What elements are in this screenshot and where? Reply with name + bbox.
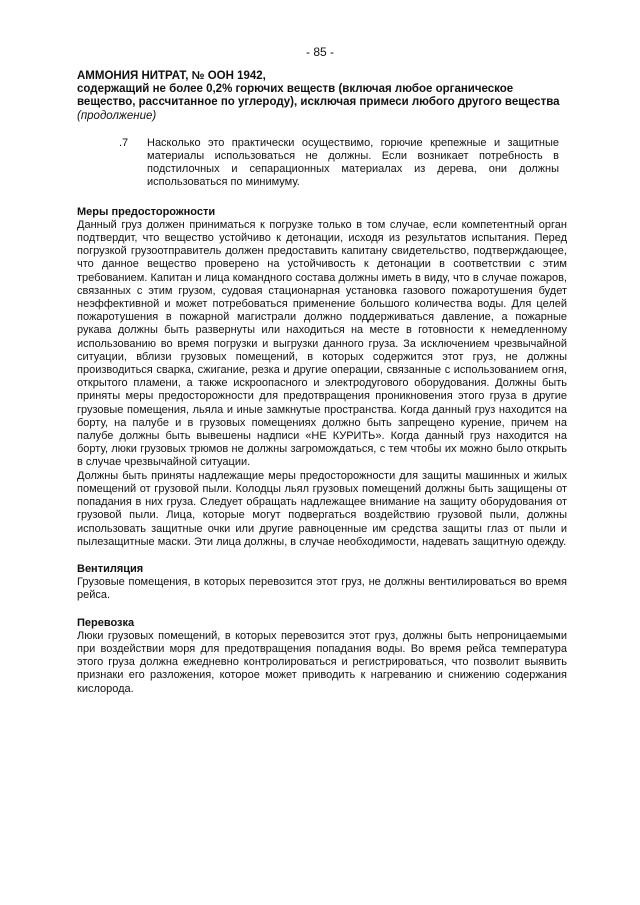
- numbered-item-7: [77, 137, 567, 190]
- page-content: [77, 70, 567, 696]
- ventilation-heading: Вентиляция: [77, 562, 144, 575]
- document-title: АММОНИЯ НИТРАТ, № ООН 1942,: [77, 70, 266, 82]
- item-number: .7: [119, 136, 129, 149]
- document-subtitle: [77, 83, 567, 123]
- carriage-heading: Перевозка: [77, 616, 135, 629]
- precautions-paragraph-2: Должны быть приняты надлежащие меры предосторожности для защиты машинных и жилых помещений от грузовой пыли. Колодцы льял грузовых помещений должны быть защищены от попадания в них груза. Следует обращать надлежащее внимание на защиту оборудования от грузовой пыли. Лица, которые могут подвергаться воздействию грузовой пыли, должны использовать защитные очки или другие равноценные им средства защиты глаз от пыли и пылезащитные маски. Эти лица должны, в случае необходимости, надевать защитную одежду.: [77, 469, 567, 548]
- subtitle-text: содержащий не более 0,2% горючих веществ (включая любое органическое вещество, рассчитанное по углероду), исключая примеси любого другого вещества: [77, 83, 560, 109]
- carriage-text: Люки грузовых помещений, в которых перевозится этот груз, должны быть непроницаемыми при воздействии моря для предотвращения попадания воды. Во время рейса температура этого груза должна ежедневно контролироваться и регистрироваться, что позволит выявить признаки его разложения, которое может приводить к нагреванию и снижению содержания кислорода.: [77, 629, 567, 695]
- page-number: - 85 -: [305, 45, 334, 59]
- ventilation-text: Грузовые помещения, в которых перевозится этот груз, не должны вентилироваться во время рейса.: [77, 576, 567, 602]
- continuation-note: (продолжение): [77, 109, 157, 122]
- precautions-paragraph-1: Данный груз должен приниматься к погрузке только в том случае, если компетентный орган подтвердит, что вещество устойчиво к детонации, исходя из результатов испытания. Перед погрузкой грузоотправитель должен предоставить капитану свидетельство, подтверждающее, что данное вещество проверено на устойчивость к детонации в соответствии с этим требованием. Капитан и лица командного состава должны иметь в виду, что в случае пожаров, связанных с этим грузом, судовая стационарная установка газового пожаротушения будет неэффективной и может потребоваться применение большого количества воды. Для целей пожаротушения в пожарной магистрали должно поддерживаться давление, а пожарные рукава должны быть развернуты или находиться на месте в готовности к немедленному использованию во время погрузки и выгрузки данного груза. За исключением чрезвычайной ситуации, вблизи грузовых помещений, в которых содержится этот груз, не должны производиться сварка, сжигание, резка и другие операции, связанные с использованием огня, открытого пламени, а также искроопасного и электродугового оборудования. Должны быть приняты меры предосторожности для предотвращения проникновения этого груза в другие грузовые помещения, льяла и иные замкнутые пространства. Когда данный груз находится на борту, на палубе и в грузовых помещениях должно быть запрещено курение, причем на палубе должны быть вывешены надписи «НЕ КУРИТЬ». Когда данный груз находится на борту, люки грузовых трюмов не должны загромождаться, с тем чтобы их можно было открыть в случае чрезвычайной ситуации.: [77, 218, 567, 469]
- item-text: Насколько это практически осуществимо, горючие крепежные и защитные материалы использоваться не должны. Если возникает потребность в подстилочных и сепарационных материалах из дерева, они должны использоваться по минимуму.: [147, 136, 559, 189]
- precautions-heading: Меры предосторожности: [77, 205, 216, 218]
